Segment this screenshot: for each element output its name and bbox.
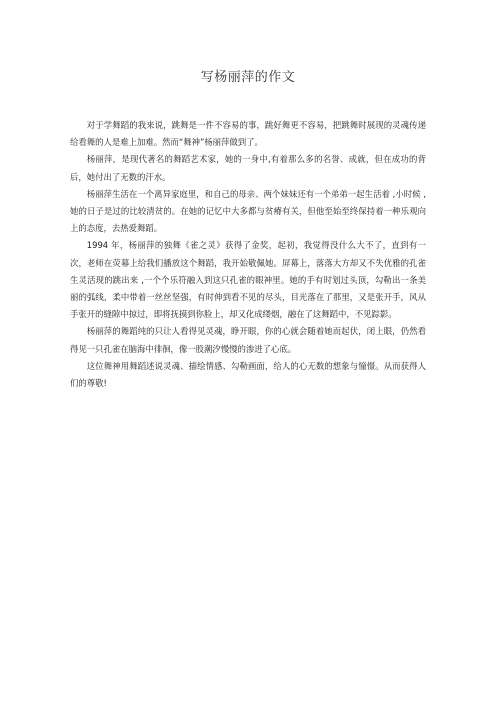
document-body <box>70 117 426 392</box>
paragraph: 杨丽萍生活在一个离异家庭里，和自己的母亲、两个妹妹还有一个弟弟一起生活着 ,小时候 ,她的日子是过的比较清贫的。在她的记忆中大多都与贫瘠有关，但他至始至终保持着一种乐观向上的态度，去热爱舞蹈。 <box>70 188 426 234</box>
paragraph: 杨丽萍的舞蹈纯的只让人看得见灵魂，睁开眼，你的心就会随着她而起伏，闭上眼，仍然看得见一只孔雀在脑海中徘徊，像一股潮汐慢慢的渗进了心底。 <box>70 326 426 354</box>
document-title: 写杨丽萍的作文 <box>200 70 296 85</box>
paragraph: 对于学舞蹈的我来说，跳舞是一件不容易的事，跳好舞更不容易，把跳舞时展现的灵魂传递给看舞的人是难上加难。然而“舞神”杨丽萍做到了。 <box>70 120 426 148</box>
paragraph: 杨丽萍，是现代著名的舞蹈艺术家，她的一身中,有着那么多的名誉、成就，但在成功的背后，她付出了无数的汗水。 <box>70 154 426 182</box>
paragraph: 这位舞神用舞蹈述说灵魂、描绘情感、勾勒画面，给人的心无数的想象与憧憬。从而获得人们的尊敬! <box>70 360 426 389</box>
paragraph: 1994 年，杨丽萍的独舞《雀之灵》获得了金奖，起初，我觉得没什么大不了，直到有一次，老师在荧幕上给我们播放这个舞蹈，我开始敬佩她。屏幕上，落落大方却又不失优雅的孔雀生灵活现的跳出来 ,一个个乐符融入到这只孔雀的眼神里。她的手有时划过头顶，勾勒出一条美丽的弧线，柔中带着一丝丝坚强，有时伸到看不见的尽头，目光落在了那里，又是张开手，风从手张开的缝隙中掠过，即将抚摸到你脸上，却又化成缕烟，融在了这舞蹈中，不见踪影。 <box>70 240 426 320</box>
